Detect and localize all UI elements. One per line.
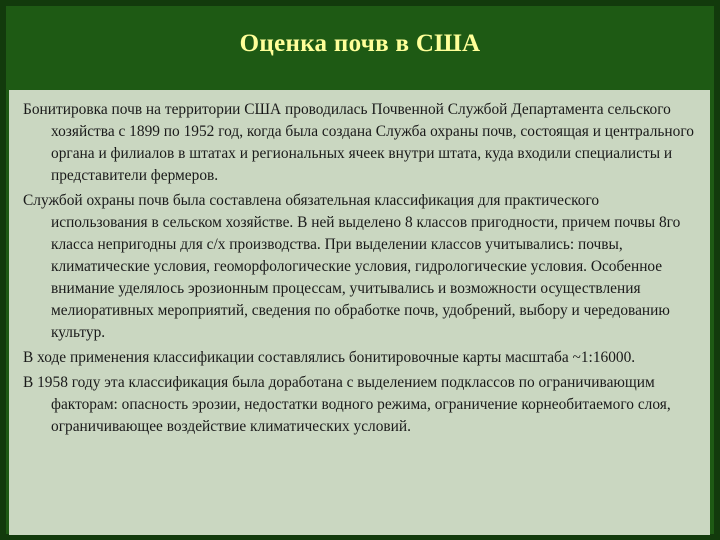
title-band (6, 6, 714, 90)
slide-body (9, 90, 710, 535)
paragraph-2: Службой охраны почв была составлена обязательная классификация для практического использования в сельском хозяйстве. В ней выделено 8 классов пригодности, причем почвы 8го класса непригодны для с/х производства. При выделении классов учитывались: почвы, климатические условия, геоморфологические условия, гидрологические условия. Особенное внимание уделялось эрозионным процессам, учитывались и возможности осуществления мелиоративных мероприятий, сведения по обработке почв, удобрений, выбору и чередованию культур. (23, 192, 681, 341)
slide-title: Оценка почв в США (239, 30, 481, 57)
paragraph-3: В ходе применения классификации составлялись бонитировочные карты масштаба ~1:16000. (23, 349, 636, 366)
paragraph-1: Бонитировка почв на территории США проводилась Почвенной Службой Департамента сельского хозяйства с 1899 по 1952 год, когда была создана Служба охраны почв, состоящая и центрального органа и филиалов в штатах и региональных ячеек внутри штата, куда входили специалисты и представители фермеров. (23, 101, 694, 184)
paragraph-4: В 1958 году эта классификация была доработана с выделением подклассов по ограничивающим факторам: опасность эрозии, недостатки водного режима, ограничение корнеобитаемого слоя, ограничивающее воздействие климатических условий. (23, 374, 671, 435)
